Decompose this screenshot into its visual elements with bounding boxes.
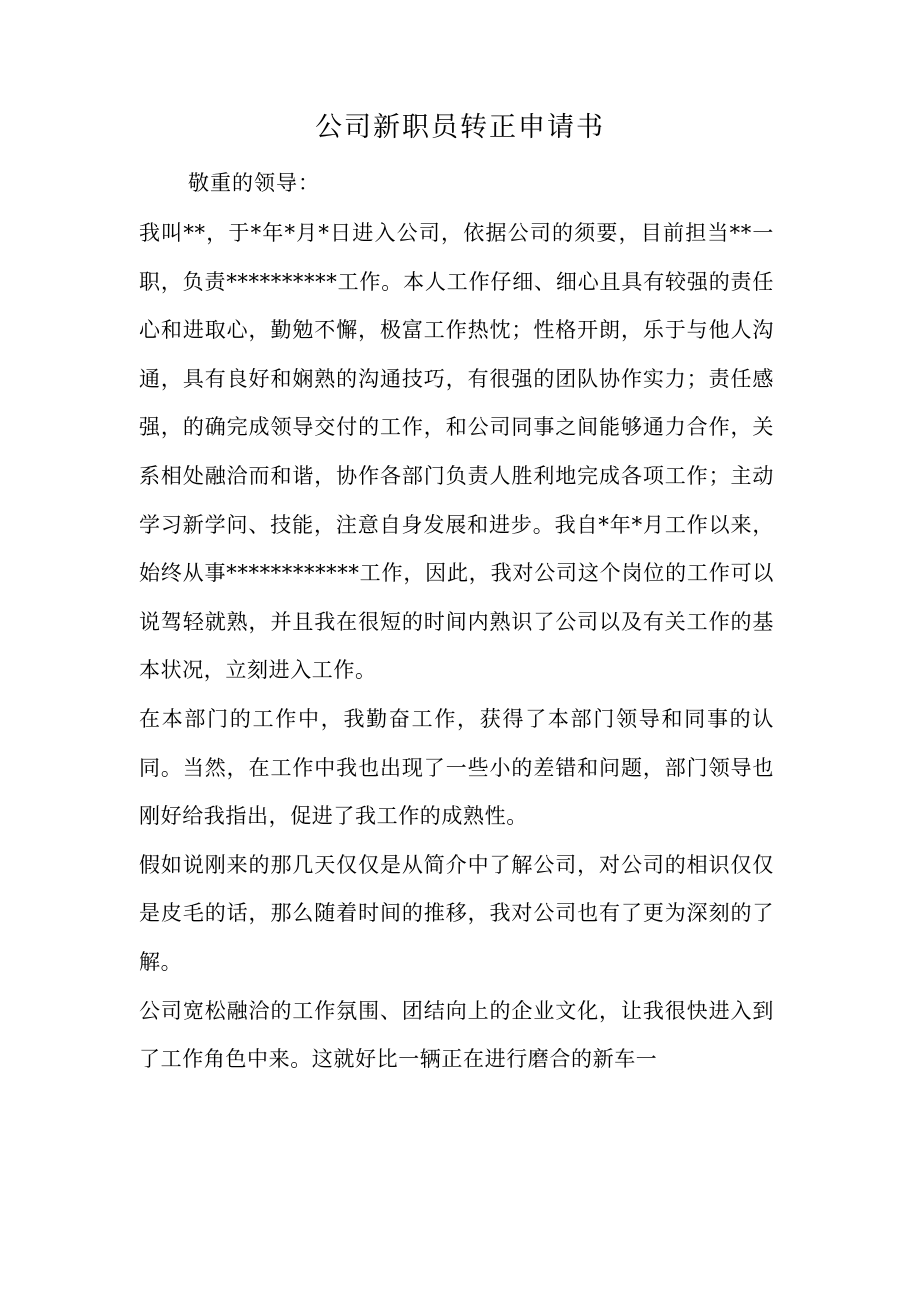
- document-body: [139, 209, 774, 1084]
- paragraph-1: 我叫**，于*年*月*日进入公司，依据公司的须要，目前担当**一职，负责**********工作。本人工作仔细、细心且具有较强的责任心和进取心，勤勉不懈，极富工作热忱；性格开朗，乐于与他人沟通，具有良好和娴熟的沟通技巧，有很强的团队协作实力；责任感强，的确完成领导交付的工作，和公司同事之间能够通力合作，关系相处融洽而和谐，协作各部门负责人胜利地完成各项工作；主动学习新学问、技能，注意自身发展和进步。我自*年*月工作以来，始终从事************工作，因此，我对公司这个岗位的工作可以说驾轻就熟，并且我在很短的时间内熟识了公司以及有关工作的基本状况，立刻进入工作。: [139, 221, 774, 683]
- paragraph-3: 假如说刚来的那几天仅仅是从简介中了解公司，对公司的相识仅仅是皮毛的话，那么随着时间的推移，我对公司也有了更为深刻的了解。: [139, 852, 774, 974]
- paragraph-2: 在本部门的工作中，我勤奋工作，获得了本部门领导和同事的认同。当然，在工作中我也出现了一些小的差错和问题，部门领导也刚好给我指出，促进了我工作的成熟性。: [139, 706, 774, 829]
- paragraph-4: 公司宽松融洽的工作氛围、团结向上的企业文化，让我很快进入到了工作角色中来。这就好比一辆正在进行磨合的新车一: [139, 998, 774, 1072]
- page-title: 公司新职员转正申请书: [315, 112, 605, 143]
- salutation: 敬重的领导：: [188, 171, 320, 195]
